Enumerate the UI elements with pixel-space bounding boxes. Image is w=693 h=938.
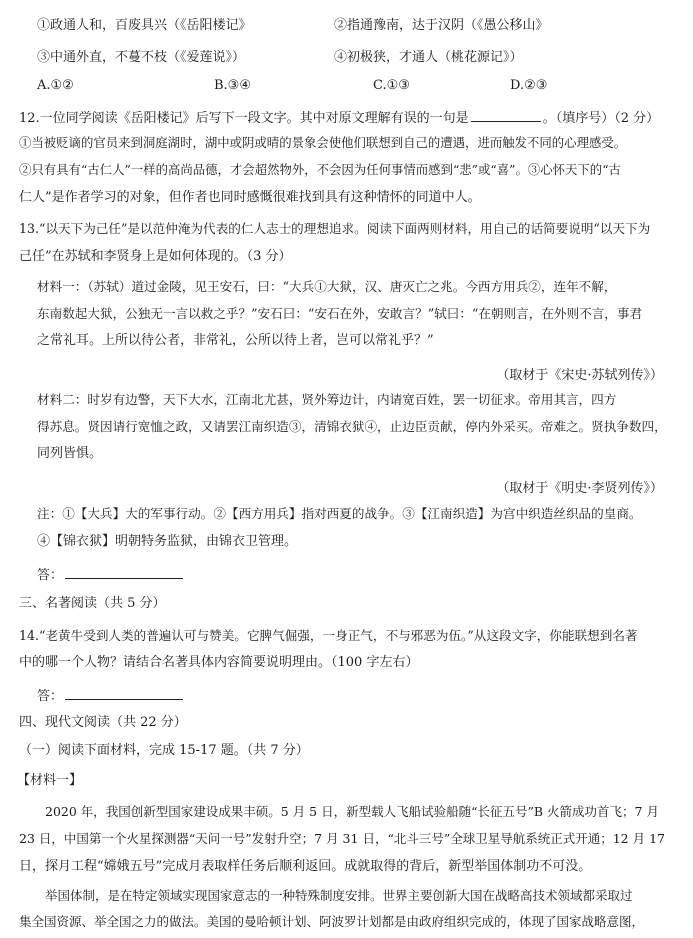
material-2-source: （取材于《明史·李贤列传》）	[496, 481, 663, 496]
q11-option-4: ④初极狭，才通人（桃花源记》）	[334, 50, 523, 65]
material-2-line-2: 得苏息。贤因请行宽恤之政，又请罢江南织造③，清锦衣狱④，止边臣贡献，停内外采买。帝难之。贤执争数四，	[37, 419, 667, 434]
q12-stem	[19, 109, 659, 125]
material-2-line-1: 材料二：时岁有边警，天下大水，江南北尤甚，贤外筹边计，内请宽百姓，罢一切征求。帝用其言，四方	[37, 392, 617, 407]
q12-line-1: ①当被贬谪的官员来到洞庭湖时，湖中或阴或晴的景象会使他们联想到自己的遭遇，进而触发不同的心理感受。	[19, 135, 627, 150]
q13-note-line-2: ④【锦衣狱】明朝特务监狱，由锦衣卫管理。	[37, 534, 298, 549]
section-4-subheading: （一）阅读下面材料，完成 15-17 题。（共 7 分）	[19, 743, 309, 758]
material-1-line-3: 之常礼耳。上所以待公者，非常礼，公所以待上者，岂可以常礼乎？”	[37, 333, 434, 348]
q13-answer	[37, 566, 185, 582]
s4-paragraph-2-line-1: 举国体制，是在特定领域实现国家意志的一种特殊制度安排。世界主要创新大国在战略高技术领域都采取过	[45, 888, 633, 903]
q14-answer-blank[interactable]	[65, 687, 183, 700]
material-2-line-3: 同列皆惧。	[37, 446, 103, 461]
q12-stem-tail: 。（填序号）（2 分）	[542, 111, 660, 126]
q12-line-3: 仁人”是作者学习的对象，但作者也同时感慨很难找到具有这种情怀的同道中人。	[19, 190, 481, 205]
q11-choice-d[interactable]: D.②③	[510, 78, 548, 93]
q13-stem-line-1: 13.“以天下为己任”是以范仲淹为代表的仁人志士的理想追求。阅读下面两则材料，用自己的话简要说明“以天下为	[19, 221, 651, 236]
q11-option-2: ②指通豫南，达于汉阴（《愚公移山》	[334, 18, 549, 33]
q13-stem-line-2: 己任”在苏轼和李贤身上是如何体现的。（3 分）	[19, 249, 292, 264]
q13-answer-blank[interactable]	[65, 566, 183, 579]
q11-choice-a[interactable]: A.①②	[37, 78, 74, 93]
material-1-source: （取材于《宋史·苏轼列传》）	[496, 368, 663, 383]
s4-paragraph-1-line-2: 23 日，中国第一个火星探测器“天问一号”发射升空；7 月 31 日，“北斗三号”全球卫星导航系统正式开通；12 月 17	[19, 831, 665, 846]
s4-paragraph-1-line-1: 2020 年，我国创新型国家建设成果丰硕。5 月 5 日，新型载人飞船试验船随“长征五号”B 火箭成功首飞；7 月	[45, 804, 659, 819]
q11-option-3: ③中通外直，不蔓不枝（《爱莲说》）	[37, 50, 246, 65]
q11-choice-b[interactable]: B.③④	[214, 78, 251, 93]
q13-answer-label: 答：	[37, 568, 64, 583]
q14-line-2: 中的哪一个人物？请结合名著具体内容简要说明理由。（100 字左右）	[19, 655, 419, 670]
q12-stem-text: 12.一位同学阅读《岳阳楼记》后写下一段文字。其中对原文理解有误的一句是	[19, 111, 469, 126]
q12-line-2: ②只有具有“古仁人”一样的高尚品德，才会超然物外，不会因为任何事情而感到“悲”或“喜”。③心怀天下的“古	[19, 162, 621, 177]
q11-choice-c[interactable]: C.①③	[373, 78, 410, 93]
section-4-heading: 四、现代文阅读（共 22 分）	[19, 715, 187, 730]
material-label: 【材料一】	[17, 773, 83, 788]
material-1-line-2: 东南数起大狱，公独无一言以救之乎？”安石曰：“安石在外，安敢言？”轼曰：“在朝则言，在外则不言，事君	[37, 306, 643, 321]
q12-answer-blank[interactable]	[471, 109, 541, 122]
q11-option-1: ①政通人和，百废具兴（《岳阳楼记》	[37, 18, 252, 33]
section-3-heading: 三、名著阅读（共 5 分）	[19, 596, 166, 611]
s4-paragraph-1-line-3: 日，探月工程“嫦娥五号”完成月表取样任务后顺利返回。成就取得的背后，新型举国体制功不可没。	[19, 859, 592, 874]
q14-answer	[37, 687, 185, 703]
material-1-line-1: 材料一：（苏轼）道过金陵，见王安石，曰：“大兵①大狱，汉、唐灭亡之兆。今西方用兵②，连年不解，	[37, 279, 617, 294]
q14-answer-label: 答：	[37, 689, 64, 704]
q13-note-line-1: 注：①【大兵】大的军事行动。②【西方用兵】指对西夏的战争。③【江南织造】为宫中织造丝织品的皇商。	[37, 506, 642, 521]
s4-paragraph-2-line-2: 集全国资源、举全国之力的做法。美国的曼哈顿计划、阿波罗计划都是由政府组织完成的，体现了国家战略意图，	[19, 914, 645, 929]
q14-line-1: 14.“老黄牛受到人类的普遍认可与赞美。它脾气倔强，一身正气，不与邪恶为伍。”从这段文字，你能联想到名著	[19, 628, 638, 643]
